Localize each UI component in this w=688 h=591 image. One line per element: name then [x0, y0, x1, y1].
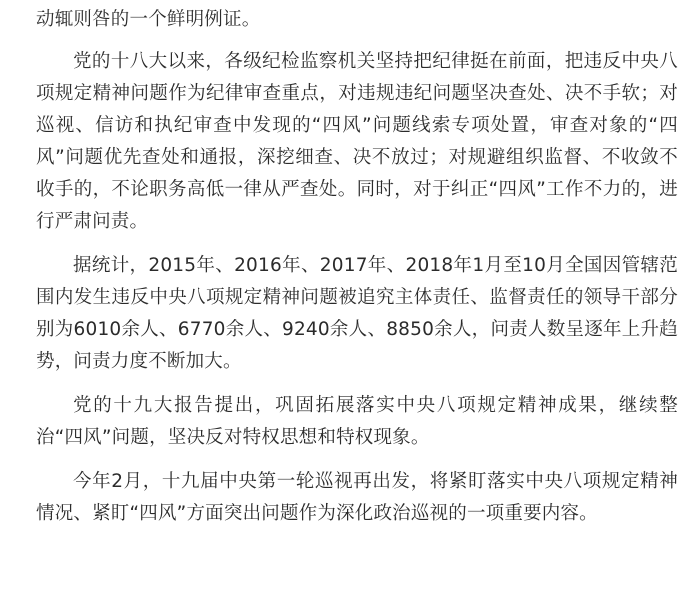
paragraph-statistics: 据统计，2015年、2016年、2017年、2018年1月至10月全国因管辖范围内发生违反中央八项规定精神问题被追究主体责任、监督责任的领导干部分别为6010余人、6770余人、9240余人、8850余人，问责人数呈逐年上升趋势，问责力度不断加大。: [36, 255, 678, 372]
paragraph-inspection-tour: 今年2月，十九届中央第一轮巡视再出发，将紧盯落实中央八项规定精神情况、紧盯“四风”方面突出问题作为深化政治巡视的一项重要内容。: [36, 471, 678, 524]
paragraph-19th-congress-report: 党的十九大报告提出，巩固拓展落实中央八项规定精神成果，继续整治“四风”问题，坚决反对特权思想和特权现象。: [36, 395, 678, 448]
paragraph-discipline-review: 党的十八大以来，各级纪检监察机关坚持把纪律挺在前面，把违反中央八项规定精神问题作为纪律审查重点，对违规违纪问题坚决查处、决不手软；对巡视、信访和执纪审查中发现的“四风”问题线索专项处置，审查对象的“四风”问题优先查处和通报，深挖细查、决不放过；对规避组织监督、不收敛不收手的，不论职务高低一律从严查处。同时，对于纠正“四风”工作不力的，进行严肃问责。: [36, 51, 678, 232]
paragraph-continuation: 动辄则咎的一个鲜明例证。: [36, 9, 261, 30]
